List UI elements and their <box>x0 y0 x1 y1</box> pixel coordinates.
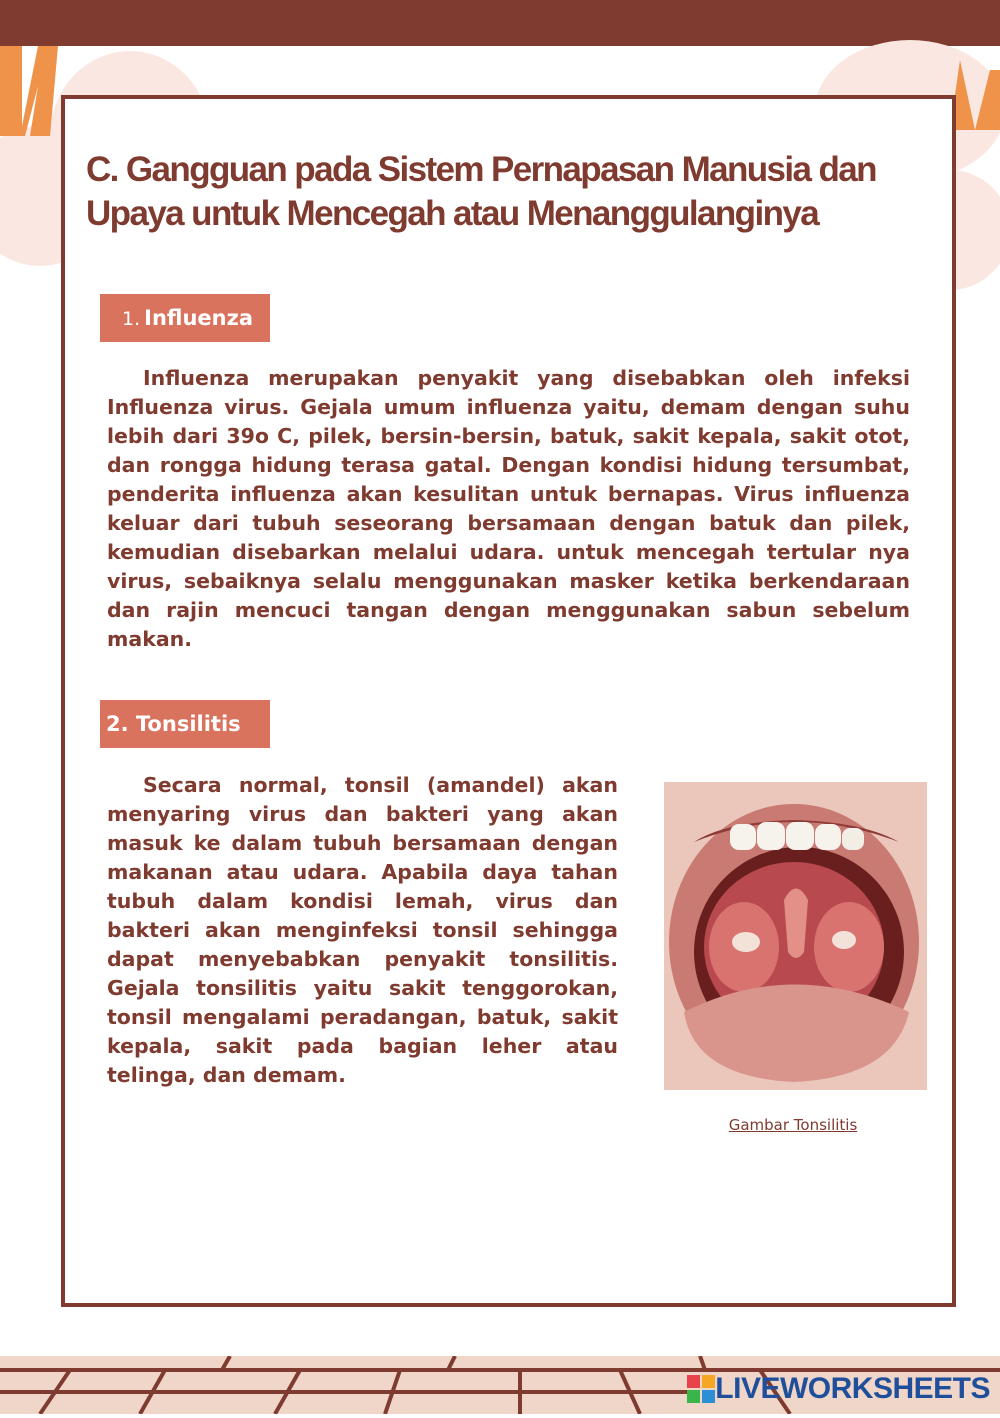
liveworksheets-logo[interactable] <box>687 1372 990 1406</box>
influenza-paragraph: Influenza merupakan penyakit yang disebabkan oleh infeksi Influenza virus. Gejala umum influenza yaitu, demam dengan suhu lebih dari 39o C, pilek, bersin-bersin, batuk, sakit kepala, sakit otot, dan rongga hidung terasa gatal. Dengan kondisi hidung tersumbat, penderita influenza akan kesulitan untuk bernapas. Virus influenza keluar dari tubuh seseorang bersamaan dengan batuk dan pilek, kemudian disebarkan melalui udara. untuk mencegah tertular nya virus, sebaiknya selalu menggunakan masker ketika berkendaraan dan rajin mencuci tangan dengan menggunakan sabun sebelum makan. <box>107 366 910 651</box>
tonsilitis-photo <box>664 782 927 1090</box>
section-label-text: Influenza <box>144 306 254 330</box>
section-label-tonsilitis: 2. Tonsilitis <box>100 700 270 748</box>
image-caption: Gambar Tonsilitis <box>728 1116 858 1134</box>
section-number: 1. <box>122 308 141 330</box>
page-title: C. Gangguan pada Sistem Pernapasan Manusia dan Upaya untuk Mencegah atau Menanggulanginya <box>86 150 876 233</box>
decorative-floor <box>0 1356 1000 1414</box>
section-label-influenza <box>100 294 270 342</box>
tonsilitis-paragraph: Secara normal, tonsil (amandel) akan menyaring virus dan bakteri yang akan masuk ke dalam tubuh bersamaan dengan makanan atau udara. Apabila daya tahan tubuh dalam kondisi lemah, virus dan bakteri akan menginfeksi tonsil sehingga dapat menyebabkan penyakit tonsilitis. Gejala tonsilitis yaitu sakit tenggorokan, tonsil mengalami peradangan, batuk, sakit kepala, sakit pada bagian leher atau telinga, dan demam. <box>107 773 618 1087</box>
brand-name: LIVEWORKSHEETS <box>715 1372 990 1405</box>
liveworksheets-icon <box>687 1375 715 1403</box>
